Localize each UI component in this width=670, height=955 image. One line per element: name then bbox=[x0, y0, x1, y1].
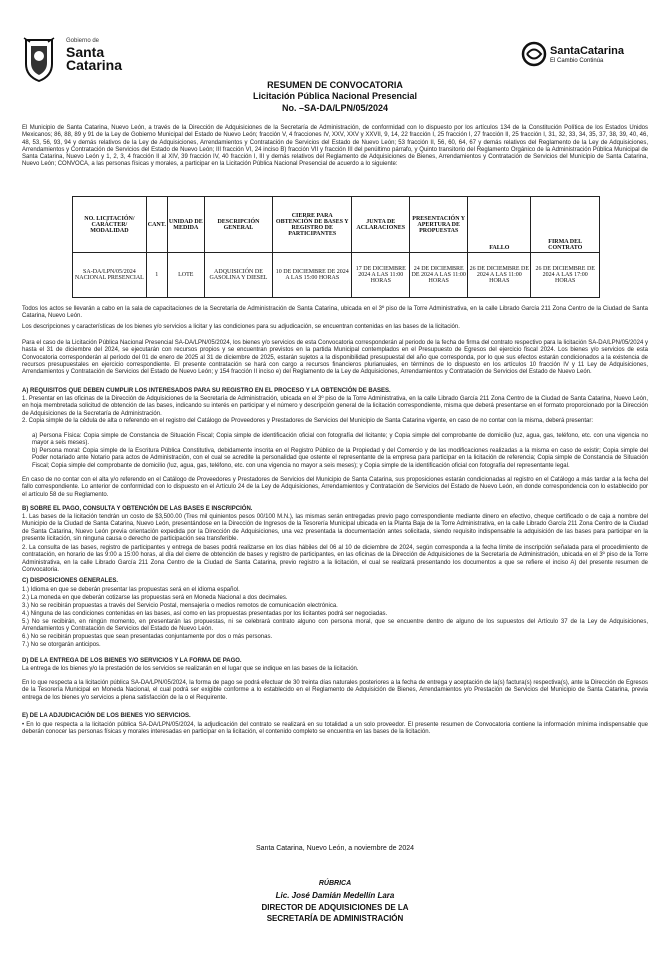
section-a-note: En caso de no contar con el alta y/o referendo en el Catálogo de Proveedores y Prestadores de Servicios del Municipio de Santa Catarina, sus proposiciones estarán condicionadas al registro en el Catálogo a más tardar a la fecha del fallo correspondiente. Lo anterior de conformidad con lo dispuesto en el Artículo 24 de la Ley de Adquisiciones, Arrendamientos y Contratación de Servicios del Estado de Nuevo León, en donde correspondencia con lo establecido por el artículo 58 de su Reglamento. bbox=[22, 477, 648, 498]
section-e-title: E) DE LA ADJUDICACIÓN DE LOS BIENES Y/O SERVICIOS. bbox=[22, 713, 191, 719]
brand-logo bbox=[520, 40, 650, 70]
doc-number: No. –SA-DA/LPN/05/2024 bbox=[281, 103, 389, 113]
venue-paragraph: Todos los actos se llevarán a cabo en la sala de capacitaciones de la Secretaría de Administración de Santa Catarina, ubicada en el 3º piso de la Torre Administrativa, en la calle Librado García 211 Zona Centro de la Ciudad de Santa Catarina, Nuevo León. bbox=[22, 306, 648, 320]
rubrica-label: RÚBRICA bbox=[318, 880, 352, 887]
doc-subtitle: Licitación Pública Nacional Presencial bbox=[252, 91, 418, 101]
municipality-name: Santa Catarina bbox=[66, 44, 123, 73]
table-header: CANT. bbox=[146, 197, 167, 253]
section-b-title: B) SOBRE EL PAGO, CONSULTA Y OBTENCIÓN DE LAS BASES E INSCRIPCIÓN. bbox=[22, 506, 253, 512]
table-header: DESCRIPCIÓN GENERAL bbox=[204, 197, 273, 253]
signer-department: SECRETARÍA DE ADMINISTRACIÓN bbox=[266, 914, 404, 923]
section-c-item-4: 4.) Ninguna de las condiciones contenidas en las bases, así como en las propuestas presentadas por los licitantes podrá ser negociadas. bbox=[22, 611, 388, 617]
section-a-item-2a: a) Persona Física: Copia simple de Constancia de Situación Fiscal; Copia simple de identificación oficial con fotografía del licitante; y Copia simple del comprobante de domicilio (luz, agua, gas, teléfono, etc. con una vigencia no mayor a seis meses). bbox=[32, 433, 648, 447]
section-b-item-1: 1. Las bases de la licitación tendrán un costo de $3,500.00 (Tres mil quinientos pesos 00/100 M.N.), las mismas serán entregadas previo pago correspondiente mediante dinero en efectivo, cheque certificado o de caja a nombre del Municipio de la Ciudad de Santa Catarina, Nuevo León, presentándose en la Dirección de Ingresos de la Tesorería Municipal ubicada en la Planta Baja de la Torre Administrativa, en la calle Librado García 211 Zona Centro de la Ciudad de Santa Catarina, Nuevo León previa orientación expedida por la Dirección de Adquisiciones, una vez presentada la documentación antes solicitada, siendo requisito indispensable la adquisición de las bases para participar en la presente licitación, sin ninguna causa o derecho de participación sea transferible. bbox=[22, 514, 648, 542]
table-header: NO. LICITACIÓN/ CARÁCTER/ MODALIDAD bbox=[73, 197, 147, 253]
gob-label: Gobierno de bbox=[66, 38, 100, 44]
tender-table bbox=[72, 196, 600, 298]
city-date: Santa Catarina, Nuevo León, a noviembre de 2024 bbox=[256, 845, 414, 852]
table-cell: 26 DE DICIEMBRE DE 2024 A LAS 17:00 HORAS bbox=[531, 253, 600, 298]
section-a-title: A) REQUISITOS QUE DEBEN CUMPLIR LOS INTERESADOS PARA SU REGISTRO EN EL PROCESO Y LA OBTENCIÓN DE BASES. bbox=[22, 388, 391, 394]
section-c-item-7: 7.) No se otorgarán anticipos. bbox=[22, 642, 101, 648]
table-header: CIERRE PARA OBTENCIÓN DE BASES Y REGISTRO DE PARTICIPANTES bbox=[273, 197, 352, 253]
intro-paragraph: El Municipio de Santa Catarina, Nuevo León, a través de la Dirección de Adquisiciones de la Secretaría de Administración, de conformidad con lo dispuesto por los artículos 134 de la Constitución Política de los Estados Unidos Mexicanos; 86, 88, 89 y 91 de la Ley de Gobierno Municipal del Estado de Nuevo León; fracción V, 4 fracciones IV, XXV, XXV y XXVII, 9, 14, 22 fracción I, 25 fracción I, 27 fracción II, 25 fracción I, 31, 32, 33, 34, 35, 37, 38, 39, 40, 46, 48, 53, 56, 93, 94 y demás relativos de la Ley de Adquisiciones, Arrendamientos y Contratación de Servicios del Estado de Nuevo León; 53 fracción II, 56, 60, 64, 67 y demás relativos del Reglamento de la Ley de Adquisiciones, Arrendamientos y Contratación de Servicios del Estado de Nuevo León; III fracción VI, 24 inciso B) fracción VII y fracción III del penúltimo párrafo, y Quinto transitorio del Reglamento Orgánico de la Administración Pública Municipal de Santa Catarina, Nuevo León y 1, 2, 3, 4 fracción II al XIV, 39 fracción IV, 40 fracción I, III y demás relativos del Reglamento de Adquisiciones de Bienes, Arrendamientos y Contratación de Servicios del Municipio de Santa Catarina, Nuevo León; CONVOCA, a las personas físicas y morales, a participar en la Licitación Pública Nacional Presencial de acuerdo a lo siguiente: bbox=[22, 125, 648, 168]
table-cell: LOTE bbox=[167, 253, 204, 298]
table-header: JUNTA DE ACLARACIONES bbox=[352, 197, 410, 253]
swirl-icon bbox=[520, 40, 548, 68]
section-a-item-1: 1. Presentar en las oficinas de la Dirección de Adquisiciones de la Secretaría de Administración, ubicada en el 3º piso de la Torre Administrativa, en la calle Librado García 211 Zona Centro de la Ciudad de Santa Catarina, Nuevo León, en hoja membretada solicitud de obtención de las bases, indicando su interés en participar y el número y descripción general de la licitación correspondiente, misma que deberá presentarse en el formato proporcionado por la Dirección de Adquisiciones de la Secretaría de Administración. bbox=[22, 396, 648, 417]
table-row bbox=[73, 253, 600, 298]
section-c-item-6: 6.) No se recibirán propuestas que sean presentadas conjuntamente por dos o más personas. bbox=[22, 634, 273, 640]
table-cell: 17 DE DICIEMBRE 2024 A LAS 11:00 HORAS bbox=[352, 253, 410, 298]
table-cell: 10 DE DICIEMBRE DE 2024 A LAS 15:00 HORAS bbox=[273, 253, 352, 298]
section-c-item-1: 1.) Idioma en que se deberán presentar las propuestas será en el idioma español. bbox=[22, 587, 240, 593]
doc-title: RESUMEN DE CONVOCATORIA bbox=[267, 80, 403, 90]
section-c-item-5: 5.) No se recibirán, en ningún momento, en presentarán las propuestas, ni se celebrará contrato alguno con persona moral, que se encuentre dentro de alguno de los supuestos del Artículo 37 de la Ley de Adquisiciones, Arrendamientos y Contratación de Servicios del Estado de Nuevo León. bbox=[22, 619, 648, 633]
table-cell: ADQUISICIÓN DE GASOLINA Y DIESEL bbox=[204, 253, 273, 298]
coat-of-arms-icon bbox=[22, 36, 56, 82]
table-cell: 26 DE DICIEMBRE DE 2024 A LAS 11:00 HORAS bbox=[468, 253, 531, 298]
section-c-item-2: 2.) La moneda en que deberán cotizarse las propuestas será en Moneda Nacional a dos decimales. bbox=[22, 595, 288, 601]
section-a-item-2b: b) Persona moral: Copia simple de la Escritura Pública Constitutiva, debidamente inscrita en el Registro Público de la Propiedad y del Comercio y de las modificaciones realizadas a la misma en caso de existir; Copia simple del Poder notariado ante Notario para actos de Administración, con el cual se acredite la personalidad que ostente el representante de la empresa para participar en la licitación de referencia; Copia simple de Constancia de Situación Fiscal; Copia simple del comprobante de domicilio (luz, agua, gas, teléfono, etc. con una vigencia no mayor a seis meses); y Copia simple de la identificación oficial con fotografía del representante legal. bbox=[32, 448, 648, 469]
section-c-title: C) DISPOSICIONES GENERALES. bbox=[22, 578, 119, 584]
section-b-item-2: 2. La consulta de las bases, registro de participantes y entrega de bases podrá realizarse en los días hábiles del 06 al 10 de diciembre de 2024, según corresponda a la fecha límite de inscripción señalada para el procedimiento de contratación, en horario de las 9:00 a 15:00 horas, al día del cierre de obtención de bases y registro de participantes, en las oficinas de la Dirección de Adquisiciones de la Secretaría de Administración, ubicada en el 3º piso de la Torre Administrativa, en la calle Librado García 211 Zona Centro de la Ciudad de Santa Catarina, previo registro a la licitación, el cual se realizará presentando los documentos a que se refiere el inciso A) del presente resumen de Convocatoria. bbox=[22, 545, 648, 573]
table-cell: 24 DE DICIEMBRE DE 2024 A LAS 11:00 HORAS bbox=[410, 253, 468, 298]
signer-name: Lic. José Damián Medellín Lara bbox=[275, 891, 395, 900]
table-header: UNIDAD DE MEDIDA bbox=[167, 197, 204, 253]
scope-paragraph: Los descripciones y características de los bienes y/o servicios a licitar y las condiciones para su adjudicación, se encuentran contenidas en las bases de la licitación. bbox=[22, 324, 460, 330]
table-header: FALLO bbox=[468, 197, 531, 253]
budget-paragraph: Para el caso de la Licitación Pública Nacional Presencial SA-DA/LPN/05/2024, los bienes y/o servicios de esta Convocatoria corresponderán al periodo de la fecha de firma del contrato respectivo para la licitación SA-DA/LPN/05/2024 y hasta el 31 de diciembre del 2024, se ejecutarán con recursos propios y se encuentran previstos en la partida Municipal contemplados en el Presupuesto de Egresos del ejercicio fiscal 2024. Los bienes y/o servicios de esta Convocatoria corresponderán al período del 01 de enero de 2025 al 31 de diciembre de 2025, estarán sujetos a la disponibilidad presupuestal del año que corresponda, por lo que sus efectos estarán condicionados a la existencia de recursos presupuestales en ejercicio correspondiente. El presente contratación se hará con cargo a recursos financieros plurianuales, en términos de lo dispuesto en los artículos 10 fracción IV y 11 Ley de Adquisiciones, Arrendamientos y Contratación de Servicios del Estado de Nuevo León; y 154 fracción II inciso e) del Reglamento de la Ley de Adquisiciones, Arrendamientos y Contratación de Servicios del Estado de Nuevo León. bbox=[22, 340, 648, 376]
section-d-delivery: La entrega de los bienes y/o la prestación de los servicios se realizarán en el lugar que se indique en las bases de la licitación. bbox=[22, 666, 359, 672]
table-header: PRESENTACIÓN Y APERTURA DE PROPUESTAS bbox=[410, 197, 468, 253]
table-header: FIRMA DEL CONTRATO bbox=[531, 197, 600, 253]
section-d-payment: En lo que respecta a la licitación pública SA-DA/LPN/05/2024, la forma de pago se podrá efectuar de 30 treinta días naturales posteriores a la fecha de entrega y aceptación de la(s) factura(s) respectiva(s), ante la Dirección de Egresos de la Tesorería Municipal en Moneda Nacional, el cual podrá ser exigible conforme a lo establecido en el Reglamento de Adquisición de Bienes, Arrendamientos y/o Prestación de Servicios del Municipio de Santa Catarina, previa entrega de los bienes y/o servicios a plena satisfacción de la o el Requirente. bbox=[22, 680, 648, 701]
section-a-item-2: 2. Copia simple de la cédula de alta o referendo en el registro del Catálogo de Proveedores y Prestadores de Servicios del Municipio de Santa Catarina vigente, en caso de no contar con la misma, deberá presentar: bbox=[22, 418, 593, 424]
section-d-title: D) DE LA ENTREGA DE LOS BIENES Y/O SERVICIOS Y LA FORMA DE PAGO. bbox=[22, 658, 242, 664]
table-cell: 1 bbox=[146, 253, 167, 298]
table-cell: SA-DA/LPN/05/2024 NACIONAL PRESENCIAL bbox=[73, 253, 147, 298]
section-e-item-1: • En lo que respecta a la licitación pública SA-DA/LPN/05/2024, la adjudicación del contrato se realizará en su totalidad a un solo proveedor. El presente resumen de Convocatoria contiene la información mínima indispensable que deberán conocer las personas físicas y morales interesadas en participar en la licitación, el contenido completo se encuentra en las bases de la licitación. bbox=[22, 722, 648, 736]
brand-tagline: El Cambio Continúa bbox=[550, 58, 604, 64]
signer-role: DIRECTOR DE ADQUISICIONES DE LA bbox=[261, 903, 409, 912]
table-header-row bbox=[73, 197, 600, 253]
brand-name: SantaCatarina bbox=[550, 45, 624, 57]
municipal-logo bbox=[22, 36, 142, 84]
section-c-item-3: 3.) No se recibirán propuestas a través del Servicio Postal, mensajería o medios remotos de comunicación electrónica. bbox=[22, 603, 338, 609]
